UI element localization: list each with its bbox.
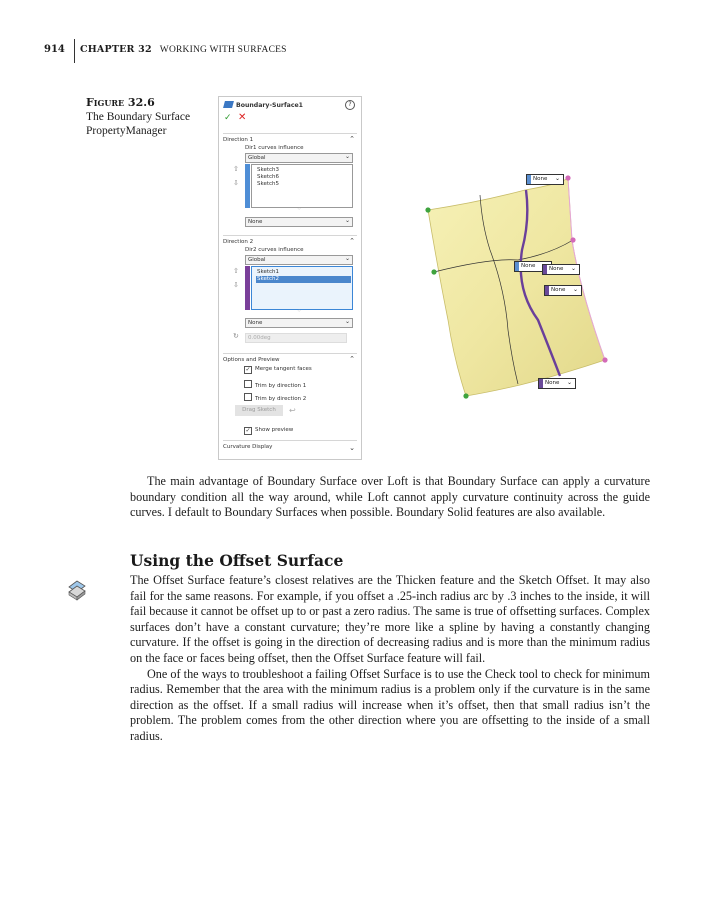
pm-title-text: Boundary-Surface1 xyxy=(236,102,303,109)
move-down-icon[interactable]: ⇩ xyxy=(233,281,239,289)
tag-label: None xyxy=(549,266,564,272)
offset-surface-icon xyxy=(66,577,88,601)
options-section xyxy=(223,353,357,438)
trim-dir1-label: Trim by direction 1 xyxy=(255,383,307,389)
dir2-influence-value: Global xyxy=(248,257,266,263)
page-number: 914 xyxy=(44,44,65,55)
ok-button[interactable]: ✓ xyxy=(224,113,232,123)
merge-tangent-label: Merge tangent faces xyxy=(255,366,312,372)
chapter-title: WORKING WITH SURFACES xyxy=(159,45,287,55)
chevron-down-icon: ⌄ xyxy=(344,318,350,325)
chevron-down-icon: ⌄ xyxy=(344,217,350,224)
dir2-influence-label: Dir2 curves influence xyxy=(245,247,304,253)
end-condition-tag[interactable] xyxy=(526,174,564,185)
paragraph-boundary-vs-loft xyxy=(130,474,650,521)
curvature-display-section xyxy=(223,440,357,459)
dir1-end-condition-select[interactable] xyxy=(245,217,353,227)
chapter-number: CHAPTER 32 xyxy=(80,44,152,55)
trim-dir2-checkbox[interactable] xyxy=(244,393,306,402)
dir1-color-bar xyxy=(245,164,250,208)
dir1-curves-list[interactable] xyxy=(251,164,353,208)
resize-grip-icon[interactable]: ⁘ xyxy=(297,308,302,314)
dir2-end-condition-value: None xyxy=(248,320,263,326)
list-item[interactable]: Sketch1 xyxy=(257,269,280,275)
figure-label: Figure 32.6 xyxy=(86,96,155,109)
boundary-surface-propertymanager xyxy=(218,96,362,460)
direction1-section xyxy=(223,133,357,230)
show-preview-checkbox[interactable] xyxy=(244,427,293,435)
help-icon[interactable]: ? xyxy=(345,100,355,110)
dir2-influence-select[interactable] xyxy=(245,255,353,265)
boundary-surface-icon xyxy=(223,101,234,108)
direction2-section xyxy=(223,235,357,348)
dir2-end-condition-select[interactable] xyxy=(245,318,353,328)
chevron-down-icon: ⌄ xyxy=(554,175,560,182)
show-preview-label: Show preview xyxy=(255,427,294,433)
list-item-selected[interactable] xyxy=(256,276,351,283)
options-label[interactable]: Options and Preview xyxy=(223,357,280,363)
end-condition-tag[interactable] xyxy=(538,378,576,389)
checkbox-icon xyxy=(244,393,252,401)
tag-label: None xyxy=(521,263,536,269)
direction2-label[interactable]: Direction 2 xyxy=(223,239,254,245)
dir1-influence-label: Dir1 curves influence xyxy=(245,145,304,151)
move-up-icon[interactable]: ⇧ xyxy=(233,165,239,173)
chevron-down-icon: ⌄ xyxy=(566,379,572,386)
paragraph-text: One of the ways to troubleshoot a failing Offset Surface is to use the Check tool to check for minimum radius. Remember that the area with the minimum radius is a problem only if the curvature is in the same direction as the offset. If a small radius will increase when it’s offset, then that small radius isn’t the problem. The problem comes from the other direction where you are offsetting to the inside of a small radius. xyxy=(130,666,650,743)
figure-caption xyxy=(86,96,206,138)
move-down-icon[interactable]: ⇩ xyxy=(233,179,239,187)
end-condition-tag[interactable] xyxy=(544,285,582,296)
resize-grip-icon[interactable]: ⁘ xyxy=(297,206,302,212)
dir2-curves-list[interactable] xyxy=(251,266,353,310)
collapse-icon[interactable]: ⌃ xyxy=(349,135,355,143)
dir1-end-condition-value: None xyxy=(248,219,263,225)
merge-tangent-checkbox[interactable] xyxy=(244,366,312,374)
direction1-label[interactable]: Direction 1 xyxy=(223,137,254,143)
chapter-heading xyxy=(80,44,287,55)
tag-label: None xyxy=(533,176,548,182)
checkbox-icon xyxy=(244,380,252,388)
angle-icon: ↻ xyxy=(233,332,239,340)
angle-input[interactable]: 0.00deg xyxy=(245,333,347,343)
collapse-icon[interactable]: ⌃ xyxy=(349,355,355,363)
list-item-label: Sketch2 xyxy=(257,276,280,282)
figure-caption-text: The Boundary Surface PropertyManager xyxy=(86,111,191,137)
move-up-icon[interactable]: ⇧ xyxy=(233,267,239,275)
end-condition-tag[interactable] xyxy=(542,264,580,275)
cancel-button[interactable]: ✕ xyxy=(238,112,247,123)
tag-label: None xyxy=(545,380,560,386)
section-heading: Using the Offset Surface xyxy=(130,551,344,570)
checkbox-checked-icon: ✓ xyxy=(245,366,251,373)
header-divider xyxy=(74,39,75,63)
offset-surface-section xyxy=(130,573,650,745)
expand-icon[interactable]: ⌄ xyxy=(349,444,355,452)
curvature-display-label[interactable]: Curvature Display xyxy=(223,444,273,450)
dir1-influence-select[interactable] xyxy=(245,153,353,163)
surface-graphic xyxy=(420,170,620,402)
undo-icon[interactable]: ↩ xyxy=(289,406,296,415)
trim-dir1-checkbox[interactable] xyxy=(244,380,306,389)
dir2-color-bar xyxy=(245,266,250,310)
tag-label: None xyxy=(551,287,566,293)
dir1-influence-value: Global xyxy=(248,155,266,161)
pm-title xyxy=(224,101,303,109)
list-item[interactable]: Sketch5 xyxy=(257,181,280,187)
trim-dir2-label: Trim by direction 2 xyxy=(255,396,307,402)
paragraph-text: The Offset Surface feature’s closest relatives are the Thicken feature and the Sketch Offset. It may also fail for the same reasons. For example, if you offset a .25-inch radius arc by .3 inches to the inside, it will fail because it cannot be offset up to or past a zero radius. The same is true of offsetting surfaces. Complex surfaces don’t have a constant curvature; they’re more like a spline by having a constantly changing curvature. If the offset is going in the direction of decreasing radius and is more than the minimum radius on the face or faces being offset, then the Offset Surface feature will fail. xyxy=(130,573,650,665)
list-item[interactable]: Sketch6 xyxy=(257,174,280,180)
list-item[interactable]: Sketch3 xyxy=(257,167,280,173)
paragraph-text: The main advantage of Boundary Surface over Loft is that Boundary Surface can apply a curvature boundary condition all the way around, while Loft cannot apply curvature continuity across the guide curves. I default to Boundary Surfaces when possible. Boundary Solid features are also available. xyxy=(130,474,650,520)
checkbox-checked-icon: ✓ xyxy=(245,427,251,434)
collapse-icon[interactable]: ⌃ xyxy=(349,237,355,245)
drag-sketch-button[interactable]: Drag Sketch xyxy=(235,405,283,416)
chevron-down-icon: ⌄ xyxy=(344,153,350,160)
chevron-down-icon: ⌄ xyxy=(570,265,576,272)
chevron-down-icon: ⌄ xyxy=(572,286,578,293)
chevron-down-icon: ⌄ xyxy=(344,255,350,262)
boundary-surface-illustration xyxy=(420,170,620,402)
